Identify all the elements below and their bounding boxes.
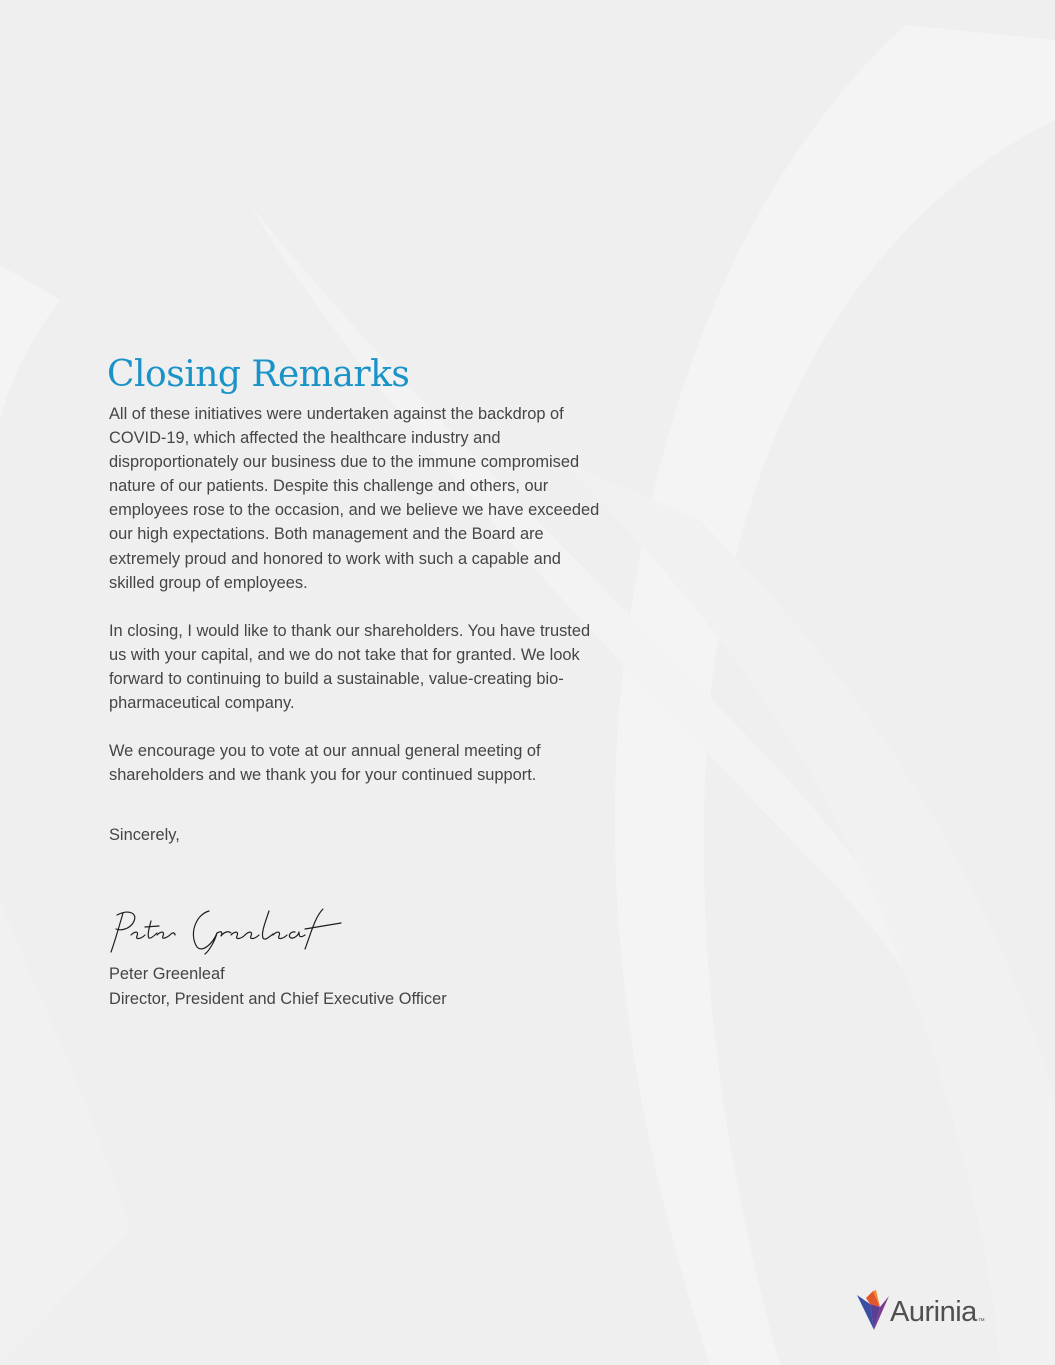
letter-body: [109, 352, 609, 847]
closing-salutation: Sincerely,: [109, 826, 180, 845]
paragraph-vote: We encourage you to vote at our annual general meeting of shareholders and we thank you for your continued support.: [109, 742, 541, 785]
paragraph-initiatives: All of these initiatives were undertaken against the backdrop of COVID-19, which affected the healthcare industry and disproportionately our business due to the immune compromised nature of our patients. Despite this challenge and others, our employees rose to the occasion, and we believe we have exceeded our high expectations. Both management and the Board are extremely proud and honored to work with such a capable and skilled group of employees.: [109, 405, 600, 592]
handwritten-signature: [109, 905, 344, 955]
brand-logo-wordmark: [890, 1294, 983, 1330]
trademark-symbol: ™: [977, 1318, 985, 1325]
page-title: Closing Remarks: [107, 354, 410, 395]
brand-name: Aurinia: [890, 1296, 977, 1328]
paragraph-thanks: In closing, I would like to thank our shareholders. You have trusted us with your capital, and we do not take that for granted. We look forward to continuing to build a sustainable, value-creating bio-pharmaceutical company.: [109, 621, 591, 713]
signer-block: [109, 962, 447, 1011]
signer-name: Peter Greenleaf: [109, 965, 225, 983]
signer-title: Director, President and Chief Executive Officer: [109, 989, 447, 1008]
